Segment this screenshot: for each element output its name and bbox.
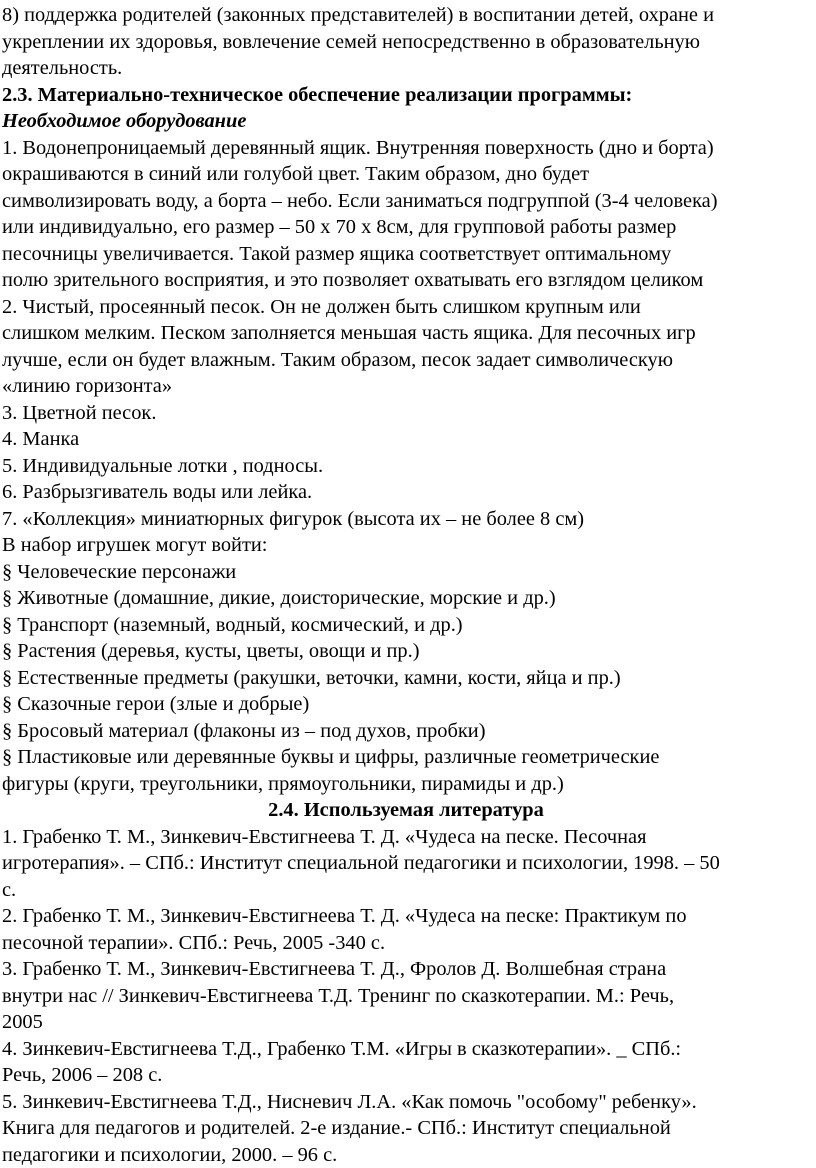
text-line: укреплении их здоровья, вовлечение семей непосредственно в образовательную [2,29,816,56]
reference-line: педагогики и психологии, 2000. – 96 с. [2,1142,816,1168]
reference-line: Речь, 2006 – 208 с. [2,1062,816,1089]
reference-line: 1. Грабенко Т. М., Зинкевич-Евстигнеева Т. Д. «Чудеса на песке. Песочная [2,824,816,851]
bullet-item: § Животные (домашние, дикие, доисторические, морские и др.) [2,585,816,612]
text-line: окрашиваются в синий или голубой цвет. Таким образом, дно будет [2,161,816,188]
list-item: 3. Цветной песок. [2,400,816,427]
text-line: лучше, если он будет влажным. Таким образом, песок задает символическую [2,347,816,374]
section-2-3 [2,82,816,798]
reference-line: игротерапия». – СПб.: Институт специальной педагогики и психологии, 1998. – 50 [2,850,816,877]
text-line: песочницы увеличивается. Такой размер ящика соответствует оптимальному [2,241,816,268]
text-line: слишком мелким. Песком заполняется меньшая часть ящика. Для песочных игр [2,320,816,347]
reference-line: 3. Грабенко Т. М., Зинкевич-Евстигнеева Т. Д., Фролов Д. Волшебная страна [2,956,816,983]
bullet-item: § Естественные предметы (ракушки, веточки, камни, кости, яйца и пр.) [2,665,816,692]
list-item: 4. Манка [2,426,816,453]
bullet-item: § Человеческие персонажи [2,559,816,586]
reference-line: 5. Зинкевич-Евстигнеева Т.Д., Нисневич Л.А. «Как помочь "особому" ребенку». [2,1089,816,1116]
text-line: В набор игрушек могут войти: [2,532,816,559]
section-heading: 2.3. Материально-техническое обеспечение реализации программы: [2,82,816,109]
bullet-item: § Бросовый материал (флаконы из – под духов, пробки) [2,718,816,745]
text-line: деятельность. [2,55,816,82]
reference-line: 2005 [2,1009,816,1036]
bullet-item: § Транспорт (наземный, водный, космический, и др.) [2,612,816,639]
section-subheading: Необходимое оборудование [2,108,816,135]
text-line: символизировать воду, а борта – небо. Если заниматься подгруппой (3-4 человека) [2,188,816,215]
reference-line: песочной терапии». СПб.: Речь, 2005 -340 с. [2,930,816,957]
list-item: 6. Разбрызгиватель воды или лейка. [2,479,816,506]
text-line: фигуры (круги, треугольники, прямоугольники, пирамиды и др.) [2,771,816,798]
intro-paragraph [2,2,816,82]
list-item: 5. Индивидуальные лотки , подносы. [2,453,816,480]
bullet-item: § Растения (деревья, кусты, цветы, овощи и пр.) [2,638,816,665]
reference-line: Книга для педагогов и родителей. 2-е издание.- СПб.: Институт специальной [2,1115,816,1142]
text-line: полю зрительного восприятия, и это позволяет охватывать его взглядом целиком [2,267,816,294]
bullet-item: § Сказочные герои (злые и добрые) [2,691,816,718]
reference-line: с. [2,877,816,904]
text-line: или индивидуально, его размер – 50 х 70 х 8см, для групповой работы размер [2,214,816,241]
bullet-item: § Пластиковые или деревянные буквы и цифры, различные геометрические [2,744,816,771]
reference-line: 2. Грабенко Т. М., Зинкевич-Евстигнеева Т. Д. «Чудеса на песке: Практикум по [2,903,816,930]
reference-line: 4. Зинкевич-Евстигнеева Т.Д., Грабенко Т.М. «Игры в сказкотерапии». _ СПб.: [2,1036,816,1063]
reference-line: внутри нас // Зинкевич-Евстигнеева Т.Д. Тренинг по сказкотерапии. М.: Речь, [2,983,816,1010]
section-2-4 [2,797,816,1168]
text-line: «линию горизонта» [2,373,816,400]
text-line: 8) поддержка родителей (законных представителей) в воспитании детей, охране и [2,2,816,29]
list-item: 7. «Коллекция» миниатюрных фигурок (высота их – не более 8 см) [2,506,816,533]
section-heading: 2.4. Используемая литература [2,797,816,824]
text-line: 1. Водонепроницаемый деревянный ящик. Внутренняя поверхность (дно и борта) [2,135,816,162]
text-line: 2. Чистый, просеянный песок. Он не должен быть слишком крупным или [2,294,816,321]
